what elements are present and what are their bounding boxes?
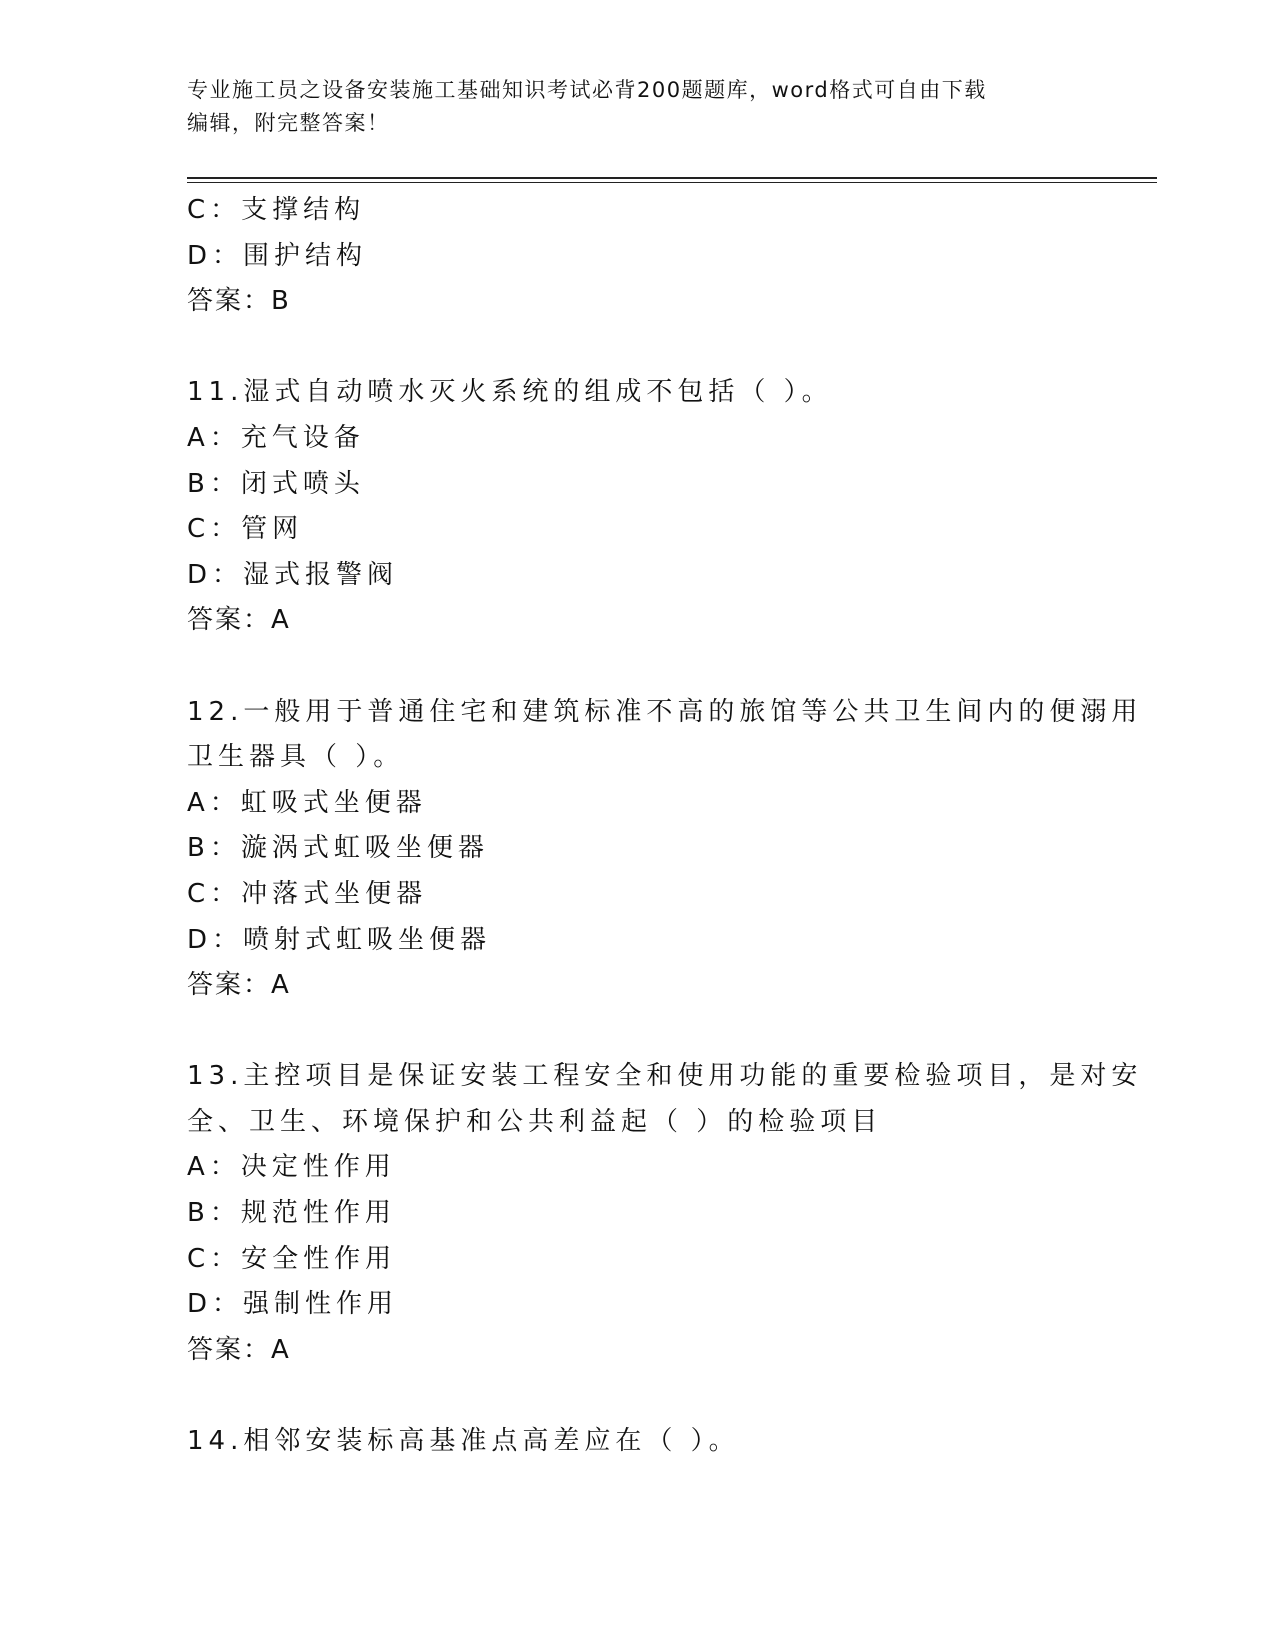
- option-b: B：闭式喷头: [187, 468, 365, 499]
- option-c: C：支撑结构: [187, 195, 366, 225]
- document-header: [187, 74, 1087, 140]
- option-c: C：冲落式坐便器: [187, 878, 428, 909]
- question-stem-line-2: 卫生器具（ ）。: [187, 742, 405, 773]
- question-block-10: [187, 188, 1087, 325]
- question-stem-line-2: 全、卫生、环境保护和公共利益起（ ）的检验项目: [187, 1106, 883, 1137]
- option-a: A：虹吸式坐便器: [187, 787, 427, 818]
- option-b: B：规范性作用: [187, 1198, 396, 1229]
- spacer: [187, 325, 1087, 371]
- option-c: C：安全性作用: [187, 1243, 397, 1274]
- question-block-13: [187, 1054, 1143, 1373]
- answer-label: 答案：A: [187, 605, 291, 636]
- question-block-14: [187, 1419, 1087, 1465]
- header-rule-thin: [187, 182, 1157, 183]
- option-c: C：管网: [187, 514, 304, 545]
- option-a: A：充气设备: [187, 422, 365, 453]
- option-d: D：围护结构: [187, 240, 368, 271]
- question-content: [187, 188, 1143, 1465]
- answer-label: 答案：B: [187, 286, 291, 317]
- spacer: [187, 644, 1087, 690]
- question-stem-line-1: 13.主控项目是保证安装工程安全和使用功能的重要检验项目，是对安: [187, 1061, 1143, 1092]
- option-b: B：漩涡式虹吸坐便器: [187, 833, 489, 864]
- option-d: D：喷射式虹吸坐便器: [187, 924, 492, 955]
- question-block-11: [187, 370, 1087, 644]
- question-stem-line-1: 12.一般用于普通住宅和建筑标准不高的旅馆等公共卫生间内的便溺用: [187, 696, 1143, 727]
- question-stem: 14.相邻安装标高基准点高差应在（ ）。: [187, 1426, 740, 1457]
- answer-label: 答案：A: [187, 970, 291, 1001]
- answer-label: 答案：A: [187, 1334, 291, 1365]
- header-title-line-2: 编辑，附完整答案！: [187, 111, 390, 135]
- header-title-line-1: 专业施工员之设备安装施工基础知识考试必背200题题库，word格式可自由下载: [187, 78, 987, 102]
- question-stem: 11.湿式自动喷水灭火系统的组成不包括（ ）。: [187, 377, 833, 408]
- spacer: [187, 1373, 1087, 1419]
- option-d: D：强制性作用: [187, 1289, 399, 1320]
- option-d: D：湿式报警阀: [187, 559, 399, 590]
- question-block-12: [187, 690, 1143, 1009]
- spacer: [187, 1009, 1087, 1055]
- option-a: A：决定性作用: [187, 1152, 396, 1183]
- header-rule-thick: [187, 177, 1157, 179]
